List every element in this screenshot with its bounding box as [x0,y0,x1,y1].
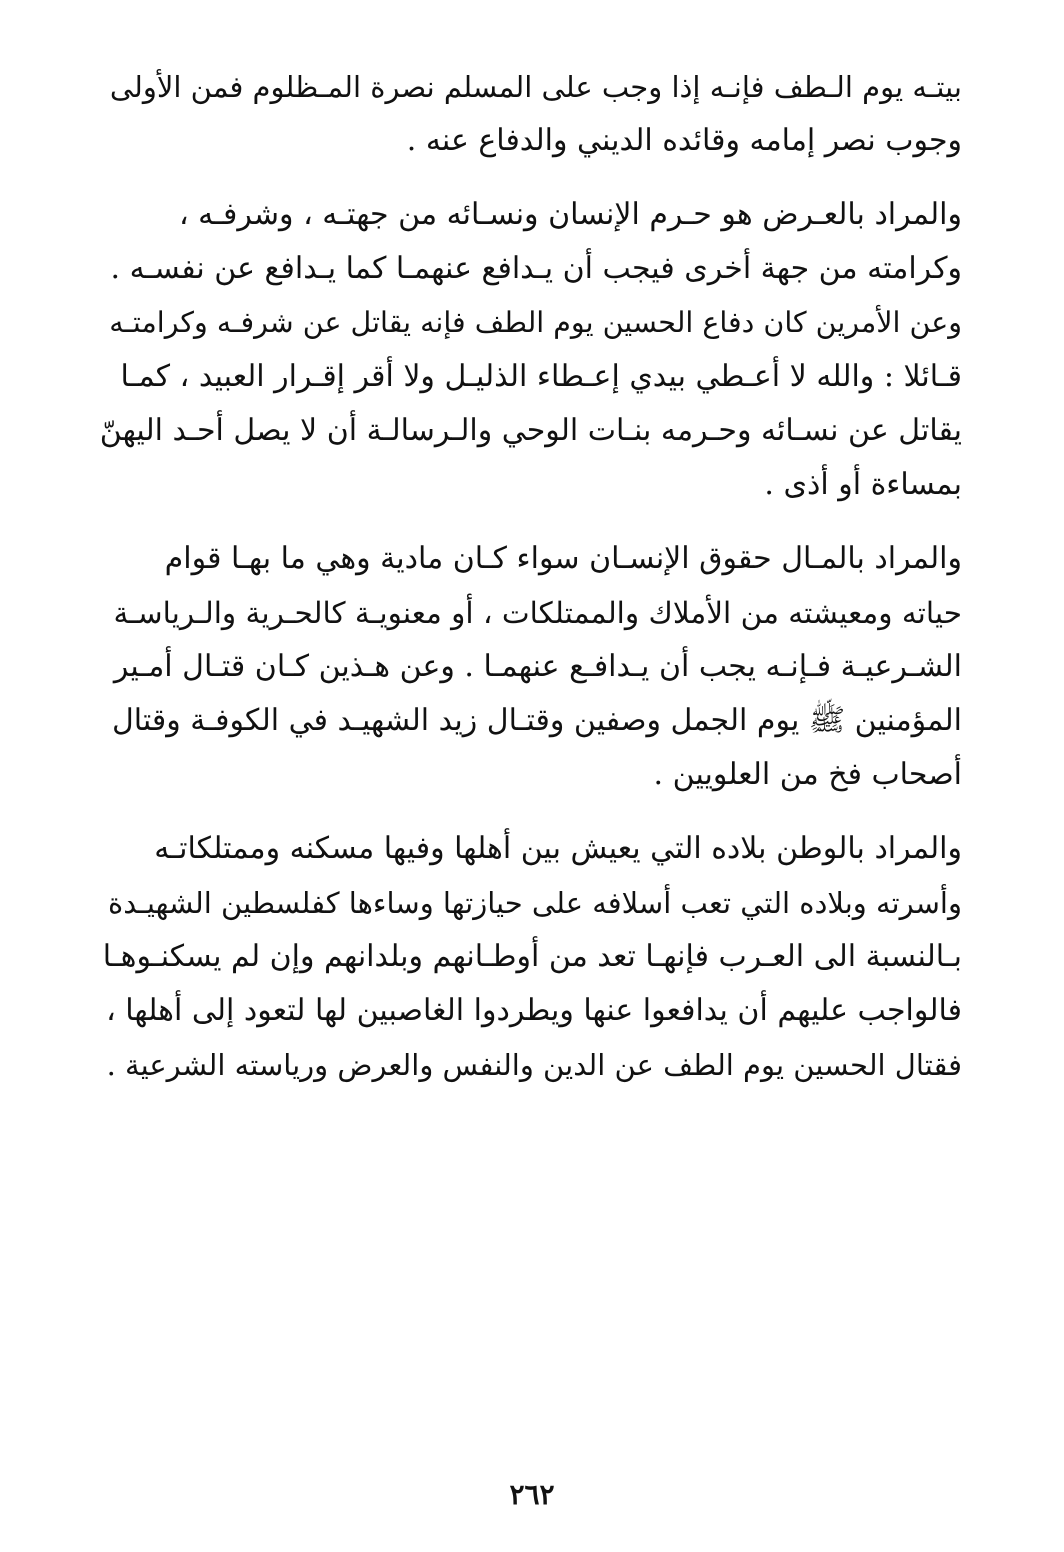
text-line: والمراد بالوطن بلاده التي يعيش بين أهلها وفيها مسكنه وممتلكاتـه [154,831,962,866]
text-line: وعن الأمرين كان دفاع الحسين يوم الطف فإنه يقاتل عن شرفـه وكرامتـه [109,306,962,339]
text-line: والمراد بالعـرض هو حـرم الإنسان ونسـائه من جهتـه ، وشرفـه ، [178,197,962,232]
paragraph [100,532,962,802]
text-line: قـائلا : والله لا أعـطي بيدي إعـطاء الذليـل ولا أقر إقـرار العبيد ، كمـا [120,359,962,394]
text-line: فقتال الحسين يوم الطف عن الدين والنفس والعرض ورياسته الشرعية . [106,1048,962,1082]
text-line: والمراد بالمـال حقوق الإنسـان سواء كـان مادية وهي ما بهـا قوام [164,541,962,576]
text-line: وكرامته من جهة أخرى فيجب أن يـدافع عنهمـا كما يـدافع عن نفسـه . [110,251,962,286]
text-line: المؤمنين ﷺ يوم الجمل وصفين وقتـال زيد الشهيـد في الكوفـة وقتال [111,703,962,738]
text-line: بمساءة أو أذى . [764,467,962,502]
text-line: الشـرعيـة فـإنـه يجب أن يـدافـع عنهمـا . وعن هـذين كـان قتـال أمـير [113,649,962,684]
text-line: فالواجب عليهم أن يدافعوا عنها ويطردوا الغاصبين لها لتعود إلى أهلها ، [106,993,962,1028]
text-line: بيتـه يوم الـطف فإنـه إذا وجب على المسلم نصرة المـظلوم فمن الأولى [109,70,962,104]
paragraph [100,188,962,512]
text-line: حياته ومعيشته من الأملاك والممتلكات ، أو معنويـة كالحـرية والـرياسـة [113,596,962,630]
text-line: أصحاب فخ من العلويين . [653,757,962,792]
text-line: بـالنسبة الى العـرب فإنهـا تعد من أوطـانهم وبلدانهم وإن لم يسكنـوهـا [102,939,962,974]
paragraph [100,60,962,168]
text-line: يقاتل عن نسـائه وحـرمه بنـات الوحي والـرسالـة أن لا يصل أحـد اليهنّ [99,413,962,448]
page-number: ٢٦٢ [509,1478,555,1511]
text-line: وأسرته وبلاده التي تعب أسلافه على حيازتها وساءها كفلسطين الشهيـدة [108,886,962,920]
text-line: وجوب نصر إمامه وقائده الديني والدفاع عنه . [406,123,962,158]
paragraph [100,822,962,1092]
page-body [100,60,962,1092]
